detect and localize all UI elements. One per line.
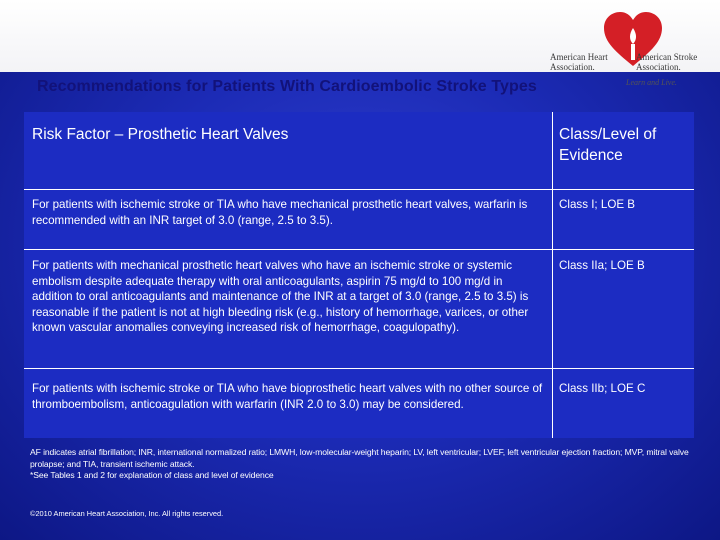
row-3-recommendation: For patients with ischemic stroke or TIA who have bioprosthetic heart valves with no other source of thromboembolism, anticoagulation with warfarin (INR 2.0 to 3.0) may be considered. xyxy=(32,382,543,411)
row-2-class-level: Class IIa; LOE B xyxy=(559,259,645,272)
copyright: ©2010 American Heart Association, Inc. All rights reserved. xyxy=(30,509,224,518)
header-class-level-line1: Class/Level of xyxy=(559,126,657,143)
row-1-class-level: Class I; LOE B xyxy=(559,198,636,211)
header-class-level-line2: Evidence xyxy=(559,147,623,164)
slide-title: Recommendations for Patients With Cardioembolic Stroke Types xyxy=(37,78,537,95)
footnote-abbreviations: AF indicates atrial fibrillation; INR, international normalized ratio; LMWH, low-molecular-weight heparin; LV, left ventricular; LVEF, left ventricular ejection fraction; MVP, mitral valve prolapse; and TIA, transient ischemic attack. xyxy=(30,447,689,469)
aha-asa-logo xyxy=(548,6,720,87)
logo-tagline: Learn and Live. xyxy=(626,78,677,87)
recommendations-table xyxy=(24,112,694,438)
logo-org-left xyxy=(550,52,608,72)
logo-org-left-line2: Association. xyxy=(550,62,595,72)
header-class-level xyxy=(559,124,691,166)
row-divider xyxy=(24,368,694,369)
logo-org-right-line1: American Stroke xyxy=(636,52,698,62)
logo-org-left-line1: American Heart xyxy=(550,52,608,62)
row-2-recommendation: For patients with mechanical prosthetic heart valves who have an ischemic stroke or systemic embolism despite adequate therapy with oral anticoagulants, aspirin 75 mg/d to 100 mg/d in addition to oral anticoagulants and maintenance of the INR at a target of 3.0 (range, 2.5 to 3.5) is reasonable if the patient is not at high bleeding risk (e.g., history of hemorrhage, varices, or other known vascular anomalies conveying increased risk of hemorrhage, coagulopathy). xyxy=(32,259,529,334)
logo-org-right-line2: Association. xyxy=(636,62,681,72)
row-3-class-level: Class IIb; LOE C xyxy=(559,382,646,395)
header-risk-factor: Risk Factor – Prosthetic Heart Valves xyxy=(32,126,289,143)
column-divider xyxy=(552,112,553,438)
footnote-tables-note: *See Tables 1 and 2 for explanation of class and level of evidence xyxy=(30,470,274,480)
row-divider xyxy=(24,249,694,250)
footnotes xyxy=(30,447,700,482)
row-1-recommendation: For patients with ischemic stroke or TIA who have mechanical prosthetic heart valves, warfarin is recommended with an INR target of 3.0 (range, 2.5 to 3.5). xyxy=(32,198,528,227)
logo-org-right xyxy=(636,52,697,72)
row-divider xyxy=(24,189,694,190)
